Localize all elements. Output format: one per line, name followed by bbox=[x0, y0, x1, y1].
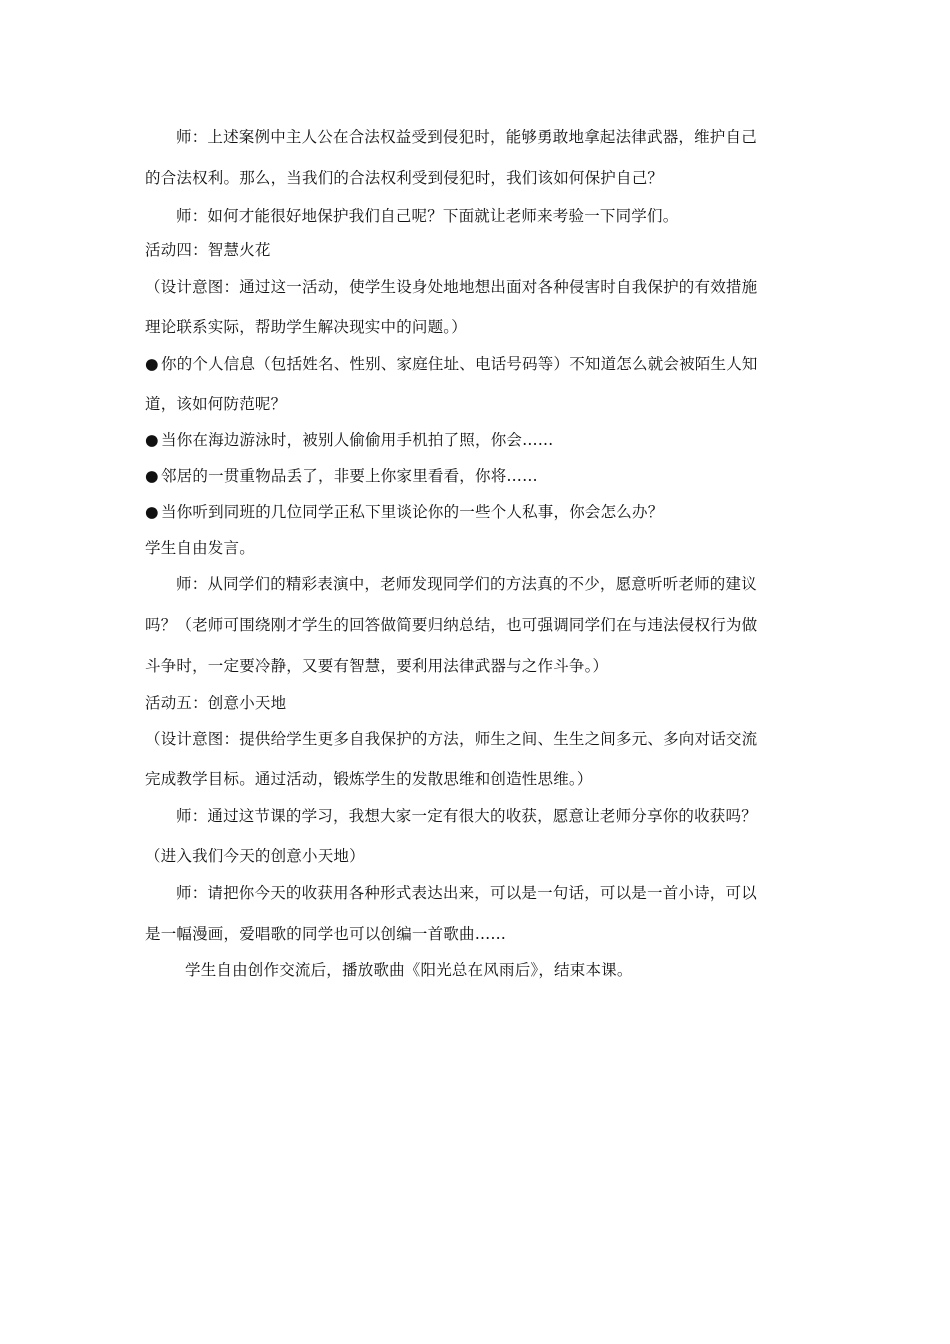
text-line: 的合法权利。那么，当我们的合法权利受到侵犯时，我们该如何保护自己？ bbox=[145, 169, 664, 187]
bullet-icon: ● bbox=[145, 355, 159, 373]
text-line: 学生自由发言。 bbox=[145, 539, 255, 557]
section-heading: 活动五：创意小天地 bbox=[145, 694, 287, 712]
bullet-text: 当你在海边游泳时，被别人偷偷用手机拍了照，你会…… bbox=[161, 431, 554, 449]
text-line: 师：从同学们的精彩表演中，老师发现同学们的方法真的不少，愿意听听老师的建议 bbox=[176, 575, 757, 593]
text-line: 完成教学目标。通过活动，锻炼学生的发散思维和创造性思维。） bbox=[145, 770, 593, 788]
text-line: （进入我们今天的创意小天地） bbox=[145, 847, 365, 865]
text-line: 师：上述案例中主人公在合法权益受到侵犯时，能够勇敢地拿起法律武器，维护自己 bbox=[176, 128, 757, 146]
text-line: 道，该如何防范呢？ bbox=[145, 395, 287, 413]
bullet-text: 你的个人信息（包括姓名、性别、家庭住址、电话号码等）不知道怎么就会被陌生人知 bbox=[161, 355, 758, 373]
text-line: 理论联系实际，帮助学生解决现实中的问题。） bbox=[145, 318, 467, 336]
text-line: 学生自由创作交流后，播放歌曲《阳光总在风雨后》，结束本课。 bbox=[185, 961, 633, 979]
bullet-icon: ● bbox=[145, 503, 159, 521]
text-line: 师：通过这节课的学习，我想大家一定有很大的收获，愿意让老师分享你的收获吗？ bbox=[176, 807, 757, 825]
bullet-item bbox=[145, 354, 810, 374]
bullet-icon: ● bbox=[145, 431, 159, 449]
text-line: 师：如何才能很好地保护我们自己呢？下面就让老师来考验一下同学们。 bbox=[176, 207, 679, 225]
bullet-text: 当你听到同班的几位同学正私下里谈论你的一些个人私事，你会怎么办？ bbox=[161, 503, 664, 521]
text-line: （设计意图：通过这一活动，使学生设身处地地想出面对各种侵害时自我保护的有效措施 bbox=[145, 278, 758, 296]
bullet-icon: ● bbox=[145, 467, 159, 485]
bullet-item bbox=[145, 502, 810, 522]
text-line: 吗？（老师可围绕刚才学生的回答做简要归纳总结，也可强调同学们在与违法侵权行为做 bbox=[145, 616, 758, 634]
section-heading: 活动四：智慧火花 bbox=[145, 241, 271, 259]
text-line: （设计意图：提供给学生更多自我保护的方法，师生之间、生生之间多元、多向对话交流 bbox=[145, 730, 758, 748]
bullet-text: 邻居的一贯重物品丢了，非要上你家里看看，你将…… bbox=[161, 467, 538, 485]
bullet-item bbox=[145, 430, 810, 450]
text-line: 斗争时，一定要冷静，又要有智慧，要利用法律武器与之作斗争。） bbox=[145, 657, 609, 675]
text-line: 师：请把你今天的收获用各种形式表达出来，可以是一句话，可以是一首小诗，可以 bbox=[176, 884, 757, 902]
bullet-item bbox=[145, 466, 810, 486]
text-line: 是一幅漫画，爱唱歌的同学也可以创编一首歌曲…… bbox=[145, 925, 507, 943]
